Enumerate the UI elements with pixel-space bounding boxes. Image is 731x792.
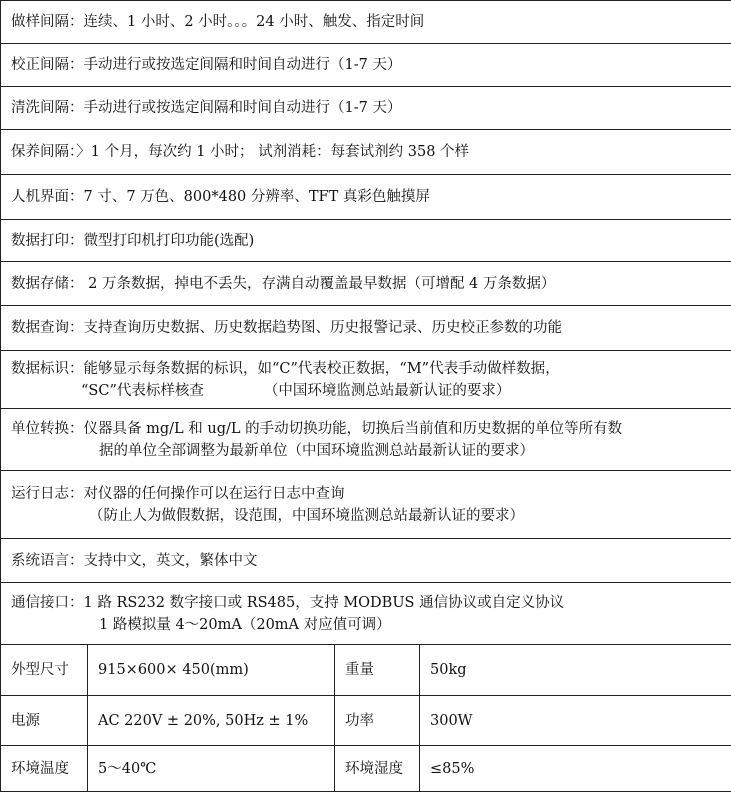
table-row [1,645,731,696]
spec-value: 300W [420,696,731,746]
spec-key: 电源 [1,696,88,746]
table-row [1,306,731,351]
table-row [1,409,731,471]
row-unit-conversion: 单位转换：仪器具备 mg/L 和 ug/L 的手动切换功能，切换后当前值和历史数据的单位等所有数 据的单位全部调整为最新单位（中国环境监测总站最新认证的要求） [1,409,731,471]
table-row [1,1,731,44]
table-row [1,262,731,306]
spec-value: 915×600× 450(mm) [88,645,335,696]
table-row [1,351,731,409]
spec-value: AC 220V ± 20%, 50Hz ± 1% [88,696,335,746]
spec-key: 外型尺寸 [1,645,88,696]
row-data-print: 数据打印：微型打印机打印功能(选配) [1,220,731,262]
spec-key: 功率 [335,696,420,746]
table-row [1,175,731,220]
table-row [1,87,731,130]
row-data-storage: 数据存储： 2 万条数据，掉电不丢失，存满自动覆盖最早数据（可增配 4 万条数据） [1,262,731,306]
row-sampling-interval: 做样间隔：连续、1 小时、2 小时。。。24 小时、触发、指定时间 [1,1,731,44]
table-row [1,583,731,645]
row-data-marker: 数据标识：能够显示每条数据的标识，如“C”代表校正数据，“M”代表手动做样数据， “SC”代表标样核查 （中国环境监测总站最新认证的要求） [1,351,731,409]
spec-value: ≤85% [420,746,731,792]
table-row [1,471,731,539]
row-maintenance-interval: 保养间隔：〉1 个月，每次约 1 小时； 试剂消耗：每套试剂约 358 个样 [1,130,731,175]
row-hmi: 人机界面：7 寸、7 万色、800*480 分辨率、TFT 真彩色触摸屏 [1,175,731,220]
row-calibration-interval: 校正间隔：手动进行或按选定间隔和时间自动进行（1-7 天） [1,44,731,87]
row-comm-interface: 通信接口：1 路 RS232 数字接口或 RS485，支持 MODBUS 通信协议或自定义协议 1 路模拟量 4～20mA（20mA 对应值可调） [1,583,731,645]
table-row [1,44,731,87]
table-row [1,696,731,746]
table-row [1,539,731,583]
row-data-query: 数据查询：支持查询历史数据、历史数据趋势图、历史报警记录、历史校正参数的功能 [1,306,731,351]
row-cleaning-interval: 清洗间隔：手动进行或按选定间隔和时间自动进行（1-7 天） [1,87,731,130]
table-row [1,746,731,792]
spec-value: 50kg [420,645,731,696]
row-run-log: 运行日志：对仪器的任何操作可以在运行日志中查询 （防止人为做假数据，设范围，中国环境监测总站最新认证的要求） [1,471,731,539]
spec-key: 重量 [335,645,420,696]
spec-value: 5～40℃ [88,746,335,792]
table-row [1,130,731,175]
table-row [1,220,731,262]
spec-key: 环境湿度 [335,746,420,792]
spec-key: 环境温度 [1,746,88,792]
row-system-language: 系统语言：支持中文，英文，繁体中文 [1,539,731,583]
